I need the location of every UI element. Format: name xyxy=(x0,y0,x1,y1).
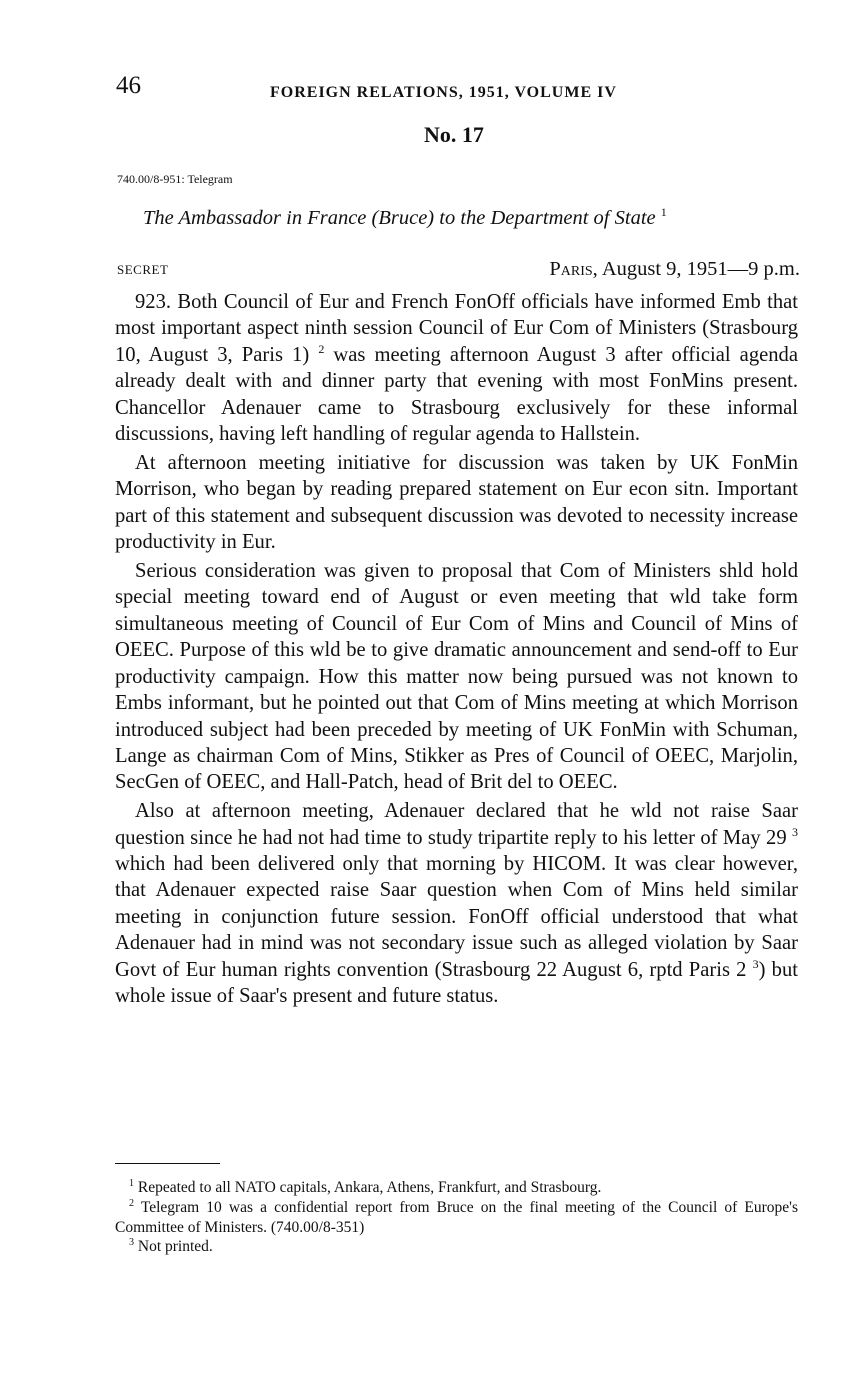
footnote-divider xyxy=(115,1163,220,1164)
running-head: FOREIGN RELATIONS, 1951, VOLUME IV xyxy=(270,84,617,101)
paragraph xyxy=(115,798,798,1009)
place: Paris, xyxy=(549,258,598,280)
page-number: 46 xyxy=(116,72,141,99)
paragraph-text: was meeting afternoon August 3 after official agenda already dealt with and dinner party that evening with most FonMins present. Chancellor Adenauer came to Strasbourg exclusively for these informal discussions, having left handling of regular agenda to Hallstein. xyxy=(115,343,798,446)
paragraph xyxy=(115,289,798,447)
footnote-mark: 1 xyxy=(129,1177,134,1189)
footnote xyxy=(115,1198,798,1238)
paragraph-text: ) but whole issue of Saar's present and future status. xyxy=(115,958,798,1008)
date: August 9, 1951—9 p.m. xyxy=(601,258,800,280)
document-title xyxy=(143,205,667,230)
footnote xyxy=(115,1178,798,1198)
telegram-body xyxy=(115,289,798,1012)
footnotes xyxy=(115,1178,798,1257)
paragraph-text: Also at afternoon meeting, Adenauer declared that he wld not raise Saar question since he had not had time to study tripartite reply to his letter of May 29 xyxy=(115,800,798,849)
paragraph: Serious consideration was given to proposal that Com of Ministers shld hold special meeting toward end of August or even meeting that wld take form simultaneous meeting of Council of Eur Com of Mins and Council of Mins of OEEC. Purpose of this wld be to give dramatic announcement and send-off to Eur productivity campaign. How this matter now being pursued was not known to Embs informant, but he pointed out that Com of Mins meeting at which Morrison introduced subject had been preceded by meeting of UK FonMin with Schuman, Lange as chairman Com of Mins, Stikker as Pres of Council of OEEC, Marjolin, SecGen of OEEC, and Hall-Patch, head of Brit del to OEEC. xyxy=(115,560,798,794)
place-date-line xyxy=(549,258,800,281)
footnote-ref: 2 xyxy=(318,341,325,356)
document-title-text: The Ambassador in France (Bruce) to the Department of State xyxy=(143,206,656,229)
footnote-ref: 1 xyxy=(660,205,667,219)
footnote-text: Telegram 10 was a confidential report from Bruce on the final meeting of the Council of Europe's Committee of Ministers. (740.00/8-351) xyxy=(115,1198,798,1236)
paragraph: At afternoon meeting initiative for discussion was taken by UK FonMin Morrison, who began by reading prepared statement on Eur econ sitn. Important part of this statement and subsequent discussion was devoted to necessity increase productivity in Eur. xyxy=(115,451,798,554)
paragraph-text: which had been delivered only that morning by HICOM. It was clear however, that Adenauer expected raise Saar question when Com of Mins held similar meeting in conjunction future session. FonOff official understood that what Adenauer had in mind was not secondary issue such as alleged violation by Saar Govt of Eur human rights convention (Strasbourg 22 August 6, rptd Paris 2 xyxy=(115,853,798,981)
classification-label: SECRET xyxy=(117,262,169,277)
footnote xyxy=(115,1237,798,1257)
footnote-mark: 3 xyxy=(129,1237,134,1249)
paragraph-text: 923. Both Council of Eur and French FonOff officials have informed Emb that most important aspect ninth session Council of Eur Com of Ministers (Strasbourg 10, August 3, Paris 1) xyxy=(115,291,798,366)
footnote-text: Repeated to all NATO capitals, Ankara, Athens, Frankfurt, and Strasbourg. xyxy=(134,1179,602,1196)
footnote-mark: 2 xyxy=(129,1197,134,1209)
footnote-text: Not printed. xyxy=(134,1238,213,1256)
footnote-ref: 3 xyxy=(792,824,798,839)
file-reference: 740.00/8-951: Telegram xyxy=(117,172,233,186)
footnote-ref: 3 xyxy=(752,956,759,971)
document-number: No. 17 xyxy=(424,122,484,147)
